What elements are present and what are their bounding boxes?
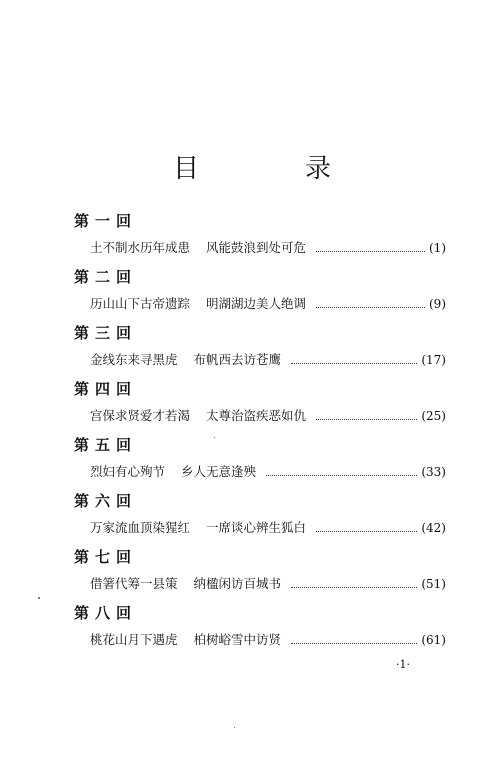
chapter-heading: 第七回 [74, 548, 138, 566]
chapter-heading: 第二回 [74, 268, 138, 286]
chapter-title-first-line: 历山山下古帝遗踪 [90, 296, 191, 311]
page-number: (61) [421, 633, 446, 647]
toc-entry [0, 490, 504, 546]
dot-leader [291, 587, 417, 588]
toc-list [0, 210, 504, 658]
chapter-title-second-line: 一席谈心辨生狐白 [206, 520, 307, 535]
chapter-heading: 第五回 [74, 436, 138, 454]
toc-entry [0, 602, 504, 658]
toc-line[interactable] [90, 462, 446, 480]
toc-line[interactable] [90, 518, 446, 536]
page-title: 目 录 [172, 154, 371, 184]
chapter-title-second-line: 柏树峪雪中访贤 [193, 632, 282, 647]
folio-page-number: ·1· [396, 658, 410, 671]
dot-leader [291, 643, 417, 644]
dot-leader [316, 419, 417, 420]
scan-speck [38, 597, 40, 599]
page-number: (9) [429, 297, 446, 311]
toc-line[interactable] [90, 406, 446, 424]
chapter-heading: 第六回 [74, 492, 138, 510]
chapter-title-first-line: 宫保求贤爱才若渴 [90, 408, 191, 423]
page-number: (25) [421, 409, 446, 423]
chapter-title-second-line: 乡人无意逢殃 [181, 464, 257, 479]
chapter-title-second-line: 风能鼓浪到处可危 [206, 240, 307, 255]
toc-line[interactable] [90, 350, 446, 368]
toc-line[interactable] [90, 294, 446, 312]
dot-leader [316, 307, 425, 308]
toc-line[interactable] [90, 630, 446, 648]
chapter-title-first-line: 烈妇有心殉节 [90, 464, 166, 479]
toc-entry [0, 266, 504, 322]
chapter-title-first-line: 借箸代筹一县策 [90, 576, 178, 591]
toc-entry [0, 546, 504, 602]
chapter-heading: 第一回 [74, 212, 138, 230]
toc-line[interactable] [90, 238, 446, 256]
chapter-title-first-line: 土不制水历年成患 [90, 240, 191, 255]
page-number: (33) [421, 465, 446, 479]
page-number: (42) [421, 521, 446, 535]
chapter-title-first-line: 万家流血顶染猩红 [90, 520, 191, 535]
chapter-title-first-line: 金线东来寻黑虎 [90, 352, 178, 367]
scan-speck [234, 727, 235, 728]
chapter-title-second-line: 布帆西去访苍鹰 [193, 352, 282, 367]
chapter-title-second-line: 纳楹闲访百城书 [193, 576, 282, 591]
chapter-heading: 第八回 [74, 604, 138, 622]
chapter-title-first-line: 桃花山月下遇虎 [90, 632, 178, 647]
dot-leader [316, 531, 417, 532]
toc-entry [0, 378, 504, 434]
scan-speck [214, 437, 215, 438]
page-number: (17) [421, 353, 446, 367]
chapter-heading: 第四回 [74, 380, 138, 398]
chapter-heading: 第三回 [74, 324, 138, 342]
page-number: (1) [429, 241, 446, 255]
chapter-title-second-line: 太尊治盗疾恶如仇 [206, 408, 307, 423]
dot-leader [316, 251, 425, 252]
toc-entry [0, 322, 504, 378]
page-number: (51) [421, 577, 446, 591]
dot-leader [266, 475, 417, 476]
toc-line[interactable] [90, 574, 446, 592]
toc-entry [0, 210, 504, 266]
toc-entry [0, 434, 504, 490]
dot-leader [291, 363, 417, 364]
chapter-title-second-line: 明湖湖边美人绝调 [206, 296, 307, 311]
